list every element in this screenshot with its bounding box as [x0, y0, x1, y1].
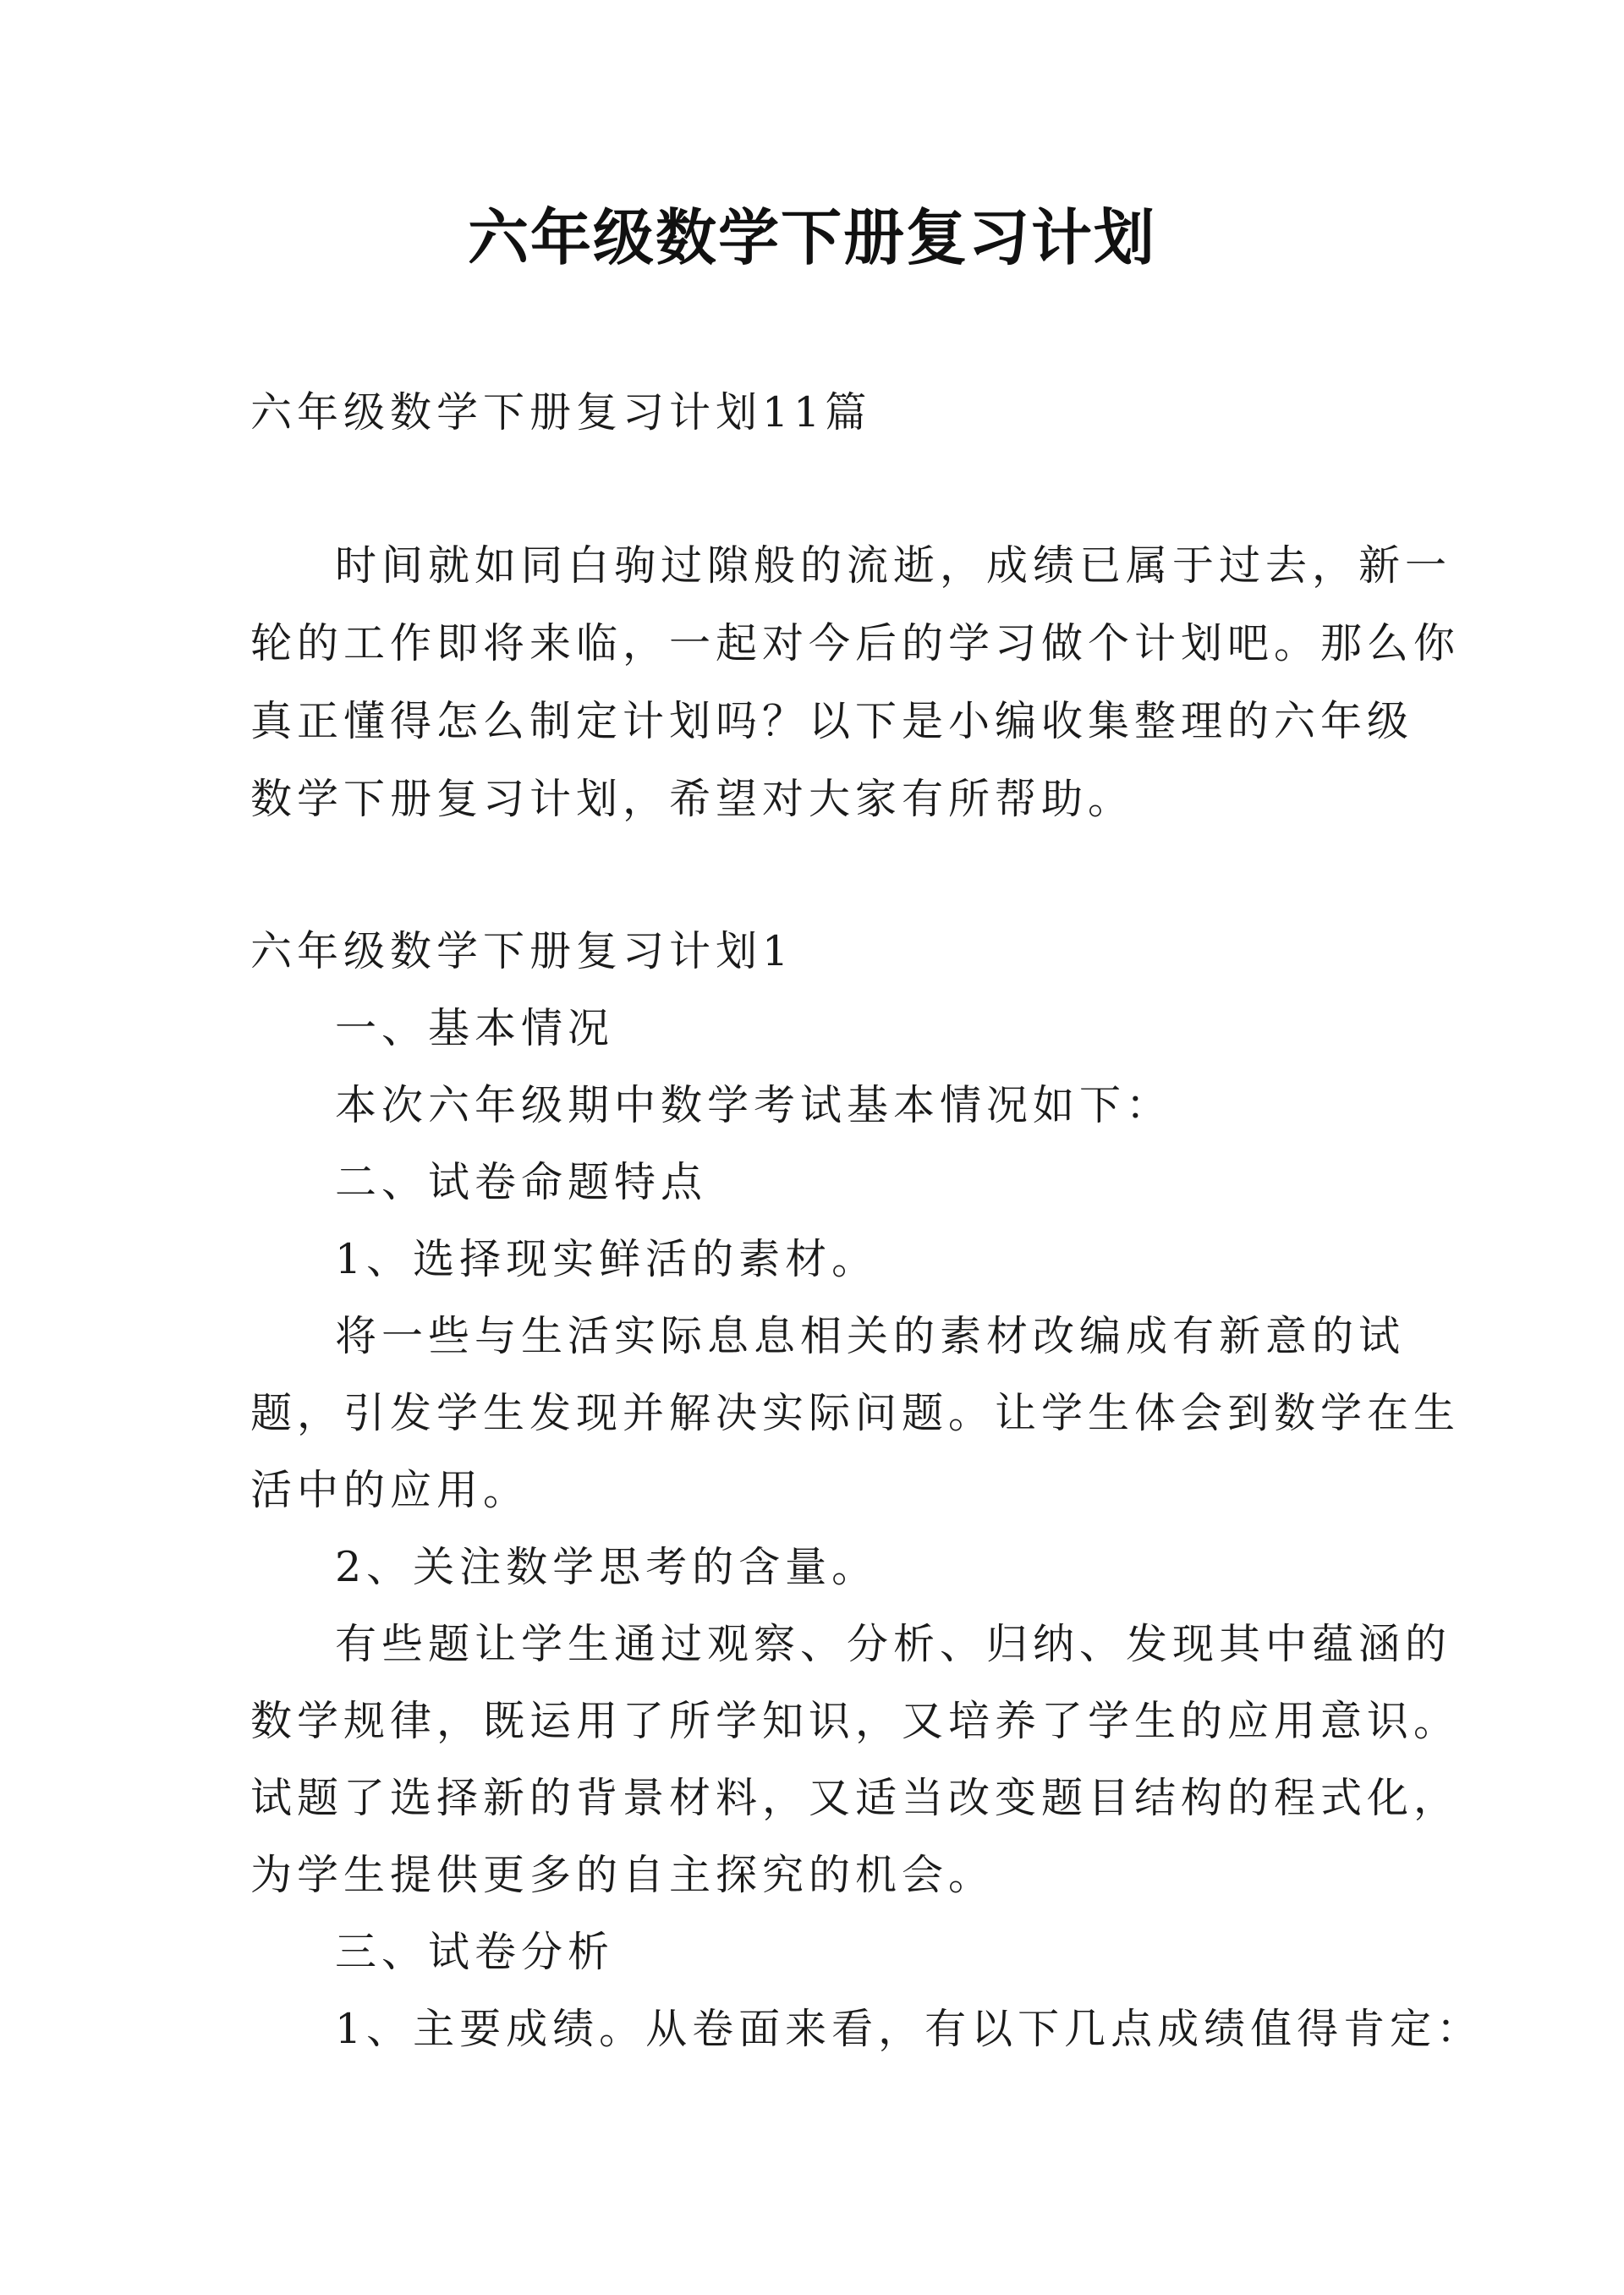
point1-line-1: 将一些与生活实际息息相关的素材改编成有新意的试 — [335, 1312, 1406, 1360]
document-title: 六年级数学下册复习计划 — [467, 202, 1156, 273]
intro-line-2: 轮的工作即将来临，一起对今后的学习做个计划吧。那么你 — [250, 619, 1461, 667]
heading-features: 二、试卷命题特点 — [335, 1158, 708, 1206]
basic-text: 本次六年级期中数学考试基本情况如下： — [335, 1081, 1173, 1129]
section-heading: 六年级数学下册复习计划1 — [250, 927, 794, 975]
point1-line-2: 题，引发学生发现并解决实际问题。让学生体会到数学在生 — [250, 1389, 1461, 1437]
intro-line-1: 时间就如同白驹过隙般的流逝，成绩已属于过去，新一 — [335, 541, 1452, 590]
point1-title: 1、选择现实鲜活的素材。 — [335, 1235, 879, 1283]
point2-line-3: 试题了选择新的背景材料，又适当改变题目结构的程式化， — [250, 1774, 1461, 1822]
document-subtitle: 六年级数学下册复习计划11篇 — [250, 388, 872, 436]
intro-line-3: 真正懂得怎么制定计划吗？以下是小编收集整理的六年级 — [250, 697, 1414, 745]
point2-line-1: 有些题让学生通过观察、分析、归纳、发现其中蕴涵的 — [335, 1620, 1452, 1668]
analysis-point1: 1、主要成绩。从卷面来看，有以下几点成绩值得肯定： — [335, 2005, 1484, 2053]
point2-title: 2、关注数学思考的含量。 — [335, 1543, 879, 1591]
intro-line-4: 数学下册复习计划，希望对大家有所帮助。 — [250, 775, 1135, 823]
point2-line-2: 数学规律，既运用了所学知识，又培养了学生的应用意识。 — [250, 1697, 1461, 1745]
heading-analysis: 三、试卷分析 — [335, 1928, 615, 1976]
heading-basic: 一、基本情况 — [335, 1004, 615, 1052]
point2-line-4: 为学生提供更多的自主探究的机会。 — [250, 1851, 996, 1899]
point1-line-3: 活中的应用。 — [250, 1466, 530, 1514]
